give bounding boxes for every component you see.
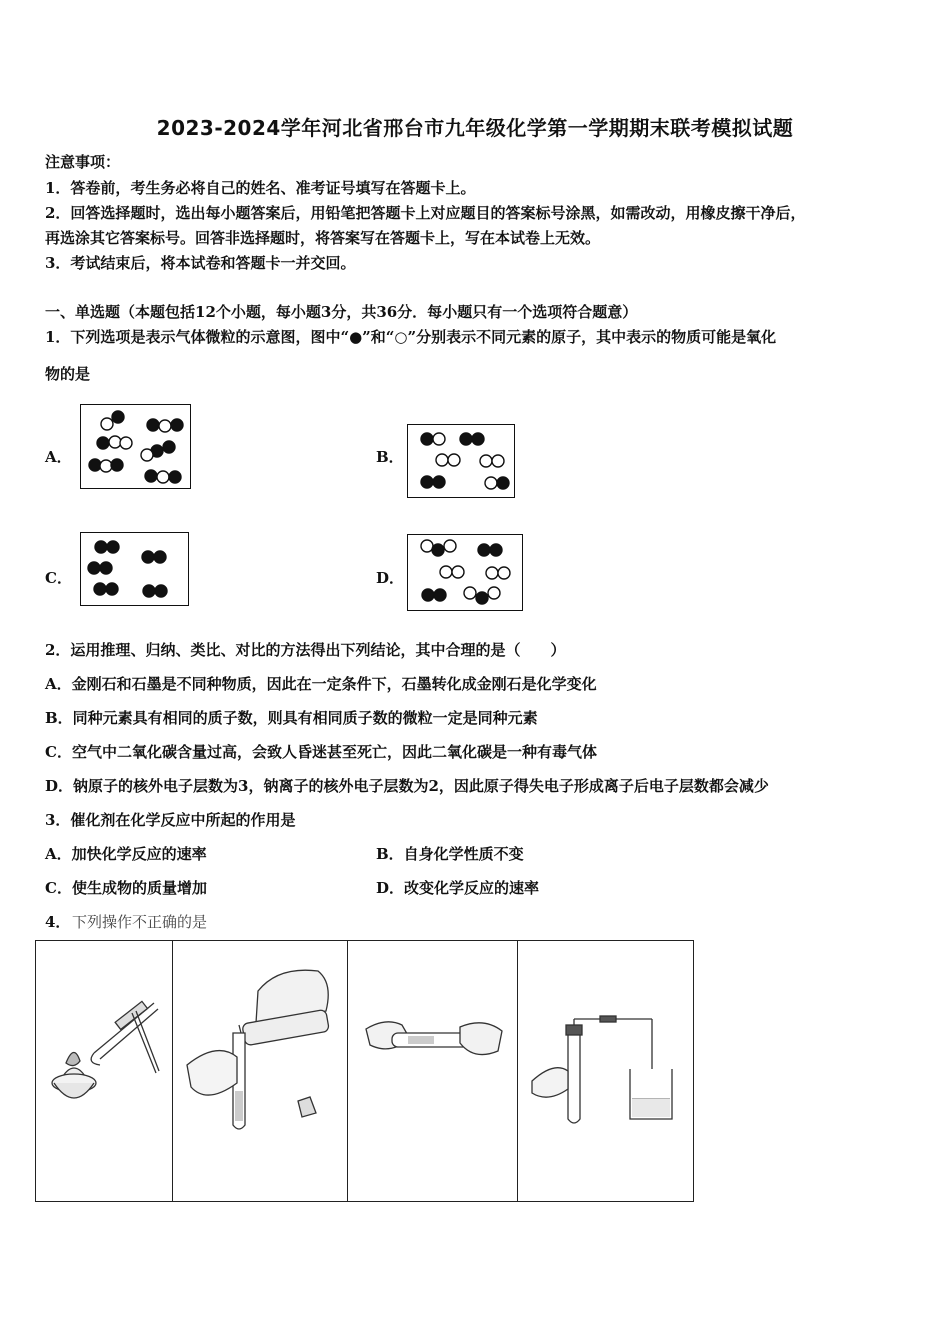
q3-option-b: B．自身化学性质不变 <box>376 845 524 863</box>
particle-diagram-a <box>80 404 191 489</box>
q4-stem: 下列操作不正确的是 <box>72 913 208 931</box>
particle-diagram-b <box>407 424 515 498</box>
q2-option-c: C．空气中二氧化碳含量过高，会致人昏迷甚至死亡，因此二氧化碳是一种有毒气体 <box>45 743 597 761</box>
particle-diagram-b-art <box>408 425 516 499</box>
heating-tube-icon <box>36 941 173 1201</box>
notice-line-2a: 2．回答选择题时，选出每小题答案后，用铅笔把答题卡上对应题目的答案标号涂黑，如需改动，用橡皮擦干净后， <box>45 204 806 222</box>
q3-option-a: A．加快化学反应的速率 <box>45 845 207 863</box>
q1-stem: 1．下列选项是表示气体微粒的示意图，图中“●”和“○”分别表示不同元素的原子，其中表示的物质可能是氧化 <box>45 328 777 346</box>
q4-illustration-pouring <box>173 941 348 1201</box>
airtightness-check-icon <box>518 941 694 1201</box>
q2-option-b: B．同种元素具有相同的质子数，则具有相同质子数的微粒一定是同种元素 <box>45 709 538 727</box>
q4-number: 4． <box>45 913 71 931</box>
notice-line-3: 3．考试结束后，将本试卷和答题卡一并交回。 <box>45 254 356 272</box>
q1-option-c-label: C． <box>45 569 72 587</box>
q4-illustration-heating <box>36 941 173 1201</box>
notice-line-2b: 再选涂其它答案标号。回答非选择题时，将答案写在答题卡上，写在本试卷上无效。 <box>45 229 601 247</box>
particle-diagram-c <box>80 532 189 606</box>
q3-stem: 3．催化剂在化学反应中所起的作用是 <box>45 811 296 829</box>
particle-diagram-a-art <box>81 405 192 490</box>
notice-heading: 注意事项： <box>45 153 121 171</box>
section-heading: 一、单选题（本题包括12个小题，每小题3分，共36分．每小题只有一个选项符合题意） <box>45 303 638 321</box>
q2-option-a: A．金刚石和石墨是不同种物质，因此在一定条件下，石墨转化成金刚石是化学变化 <box>45 675 597 693</box>
q3-option-c: C．使生成物的质量增加 <box>45 879 207 897</box>
q1-option-a-label: A． <box>45 448 72 466</box>
q4-illustration-shaking <box>348 941 517 1201</box>
q4-illustration-table <box>35 940 694 1202</box>
q3-option-d: D．改变化学反应的速率 <box>376 879 540 897</box>
q1-option-b-label: B． <box>376 448 404 466</box>
particle-diagram-d <box>407 534 523 611</box>
q4-illustration-airtightness <box>518 941 693 1201</box>
q2-stem: 2．运用推理、归纳、类比、对比的方法得出下列结论，其中合理的是（ ） <box>45 641 566 659</box>
page-title: 2023-2024学年河北省邢台市九年级化学第一学期期末联考模拟试题 <box>156 116 794 140</box>
particle-diagram-c-art <box>81 533 190 607</box>
pouring-liquid-icon <box>173 941 349 1201</box>
q2-option-d: D．钠原子的核外电子层数为3，钠离子的核外电子层数为2，因此原子得失电子形成离子后电子层数都会减少 <box>45 777 769 795</box>
q1-stem-cont: 物的是 <box>45 365 91 383</box>
notice-line-1: 1．答卷前，考生务必将自己的姓名、准考证号填写在答题卡上。 <box>45 179 476 197</box>
shaking-tube-icon <box>348 941 518 1201</box>
particle-diagram-d-art <box>408 535 524 612</box>
q1-option-d-label: D． <box>376 569 405 587</box>
